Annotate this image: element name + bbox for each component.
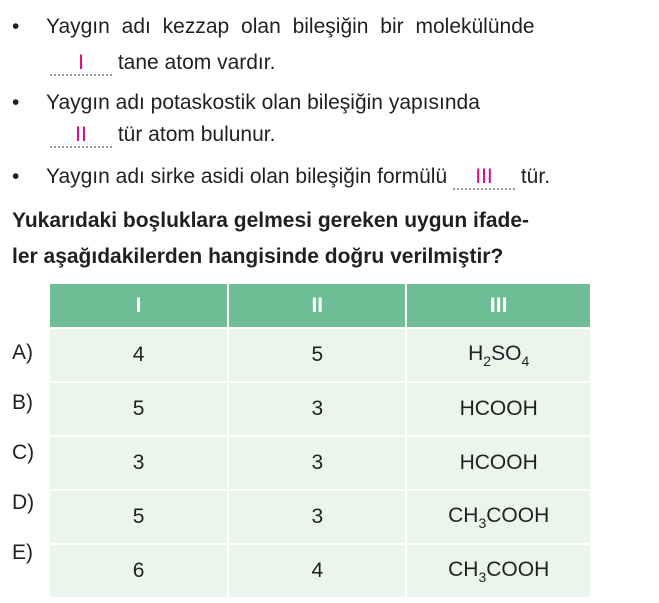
blank-iii: III bbox=[453, 166, 515, 190]
header-i: I bbox=[50, 284, 228, 328]
bullet-3-line1: Yaygın adı sirke asidi olan bileşiğin formülü bbox=[46, 165, 448, 188]
cell-ii: 4 bbox=[228, 544, 406, 597]
formula-part: HCOOH bbox=[459, 397, 538, 420]
question-line2: ler aşağıdakilerden hangisinde doğru verilmiştir? bbox=[12, 245, 504, 268]
bullet-3-line2: tür. bbox=[520, 165, 551, 188]
answer-table bbox=[50, 284, 590, 597]
table-row[interactable] bbox=[50, 544, 590, 597]
table-row[interactable] bbox=[50, 382, 590, 436]
formula-part: CH bbox=[448, 503, 479, 527]
bullet-1-line1: Yaygın adı kezzap olan bileşiğin bir molekülünde bbox=[46, 15, 535, 38]
formula-part: CH bbox=[448, 557, 479, 581]
formula-part: HCOOH bbox=[459, 451, 538, 474]
formula-part: H bbox=[468, 341, 484, 365]
blank-i: I bbox=[50, 52, 112, 76]
cell-iii bbox=[406, 544, 590, 597]
formula-part: COOH bbox=[486, 557, 550, 581]
table-row[interactable] bbox=[50, 328, 590, 382]
option-label-b[interactable]: B) bbox=[12, 391, 33, 414]
cell-ii: 3 bbox=[228, 382, 406, 436]
question-line1: Yukarıdaki boşluklara gelmesi gereken uygun ifade- bbox=[12, 209, 530, 232]
header-iii: III bbox=[406, 284, 590, 328]
bullet-2-line1: Yaygın adı potaskostik olan bileşiğin yapısında bbox=[46, 91, 480, 114]
cell-iii bbox=[406, 436, 590, 490]
blank-ii: II bbox=[50, 124, 112, 148]
table-row[interactable] bbox=[50, 490, 590, 544]
formula-subscript: 3 bbox=[478, 514, 487, 531]
bullet-3-dot: • bbox=[12, 165, 20, 188]
formula-subscript: 4 bbox=[521, 352, 530, 369]
cell-i: 5 bbox=[50, 490, 228, 544]
table-header-row bbox=[50, 284, 590, 328]
cell-i: 4 bbox=[50, 328, 228, 382]
bullet-3-row bbox=[46, 162, 550, 192]
bullet-2-line2: tür atom bulunur. bbox=[117, 123, 276, 146]
bullet-1-line2-row bbox=[50, 48, 275, 78]
cell-iii bbox=[406, 490, 590, 544]
cell-ii: 3 bbox=[228, 436, 406, 490]
cell-i: 6 bbox=[50, 544, 228, 597]
header-ii: II bbox=[228, 284, 406, 328]
cell-i: 5 bbox=[50, 382, 228, 436]
option-label-c[interactable]: C) bbox=[12, 441, 35, 464]
option-label-a[interactable]: A) bbox=[12, 341, 33, 364]
bullet-2-dot: • bbox=[12, 91, 20, 114]
cell-iii bbox=[406, 382, 590, 436]
cell-ii: 5 bbox=[228, 328, 406, 382]
option-label-d[interactable]: D) bbox=[12, 491, 35, 514]
formula-part: SO bbox=[491, 341, 522, 365]
cell-ii: 3 bbox=[228, 490, 406, 544]
bullet-2-line2-row bbox=[50, 120, 275, 150]
formula-subscript: 3 bbox=[478, 568, 487, 585]
option-label-e[interactable]: E) bbox=[12, 541, 33, 564]
formula-subscript: 2 bbox=[483, 352, 492, 369]
formula-part: COOH bbox=[486, 503, 550, 527]
cell-iii bbox=[406, 328, 590, 382]
bullet-1-line2: tane atom vardır. bbox=[117, 51, 276, 74]
table-row[interactable] bbox=[50, 436, 590, 490]
cell-i: 3 bbox=[50, 436, 228, 490]
bullet-1-dot: • bbox=[12, 15, 20, 38]
